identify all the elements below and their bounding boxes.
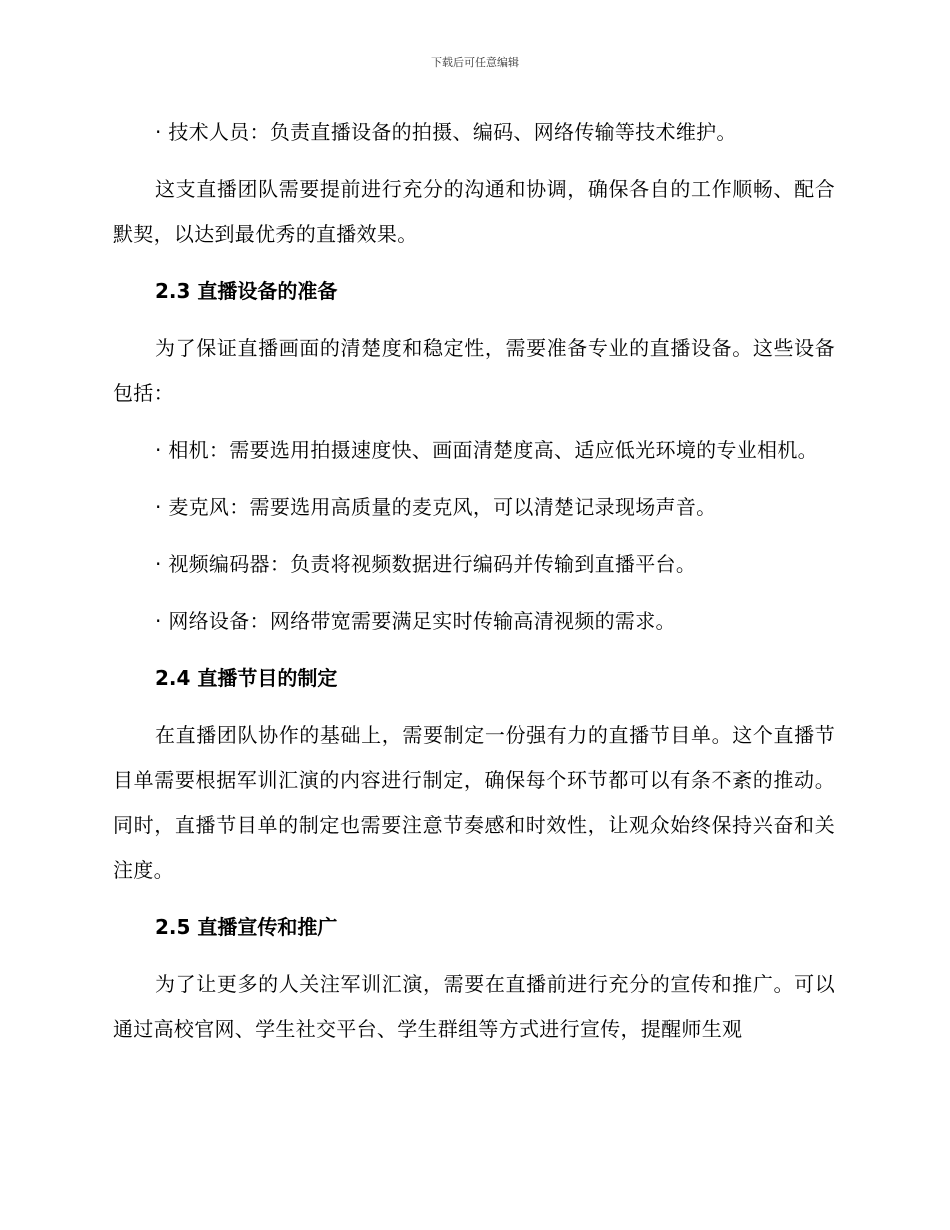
page-header: 下载后可任意编辑 bbox=[431, 56, 519, 69]
bullet-item-encoder: · 视频编码器：负责将视频数据进行编码并传输到直播平台。 bbox=[155, 552, 697, 576]
paragraph-equipment-intro: 为了保证直播画面的清楚度和稳定性，需要准备专业的直播设备。这些设备包括： bbox=[113, 336, 835, 405]
paragraph-team-coordination: 这支直播团队需要提前进行充分的沟通和协调，确保各自的工作顺畅、配合默契，以达到最优秀的直播效果。 bbox=[113, 177, 835, 246]
paragraph-promotion: 为了让更多的人关注军训汇演，需要在直播前进行充分的宣传和推广。可以通过高校官网、学生社交平台、学生群组等方式进行宣传，提醒师生观 bbox=[113, 972, 835, 1041]
section-heading-2-5: 2.5 直播宣传和推广 bbox=[155, 915, 338, 939]
section-heading-2-4: 2.4 直播节目的制定 bbox=[155, 666, 338, 690]
paragraph-program-schedule: 在直播团队协作的基础上，需要制定一份强有力的直播节目单。这个直播节目单需要根据军训汇演的内容进行制定，确保每个环节都可以有条不紊的推动。同时，直播节目单的制定也需要注意节奏感和时效性，让观众始终保持兴奋和关注度。 bbox=[113, 723, 835, 882]
bullet-item-camera: · 相机：需要选用拍摄速度快、画面清楚度高、适应低光环境的专业相机。 bbox=[155, 438, 818, 462]
bullet-item-microphone: · 麦克风：需要选用高质量的麦克风，可以清楚记录现场声音。 bbox=[155, 495, 717, 519]
bullet-item-network: · 网络设备：网络带宽需要满足实时传输高清视频的需求。 bbox=[155, 609, 676, 633]
bullet-item-technician: · 技术人员：负责直播设备的拍摄、编码、网络传输等技术维护。 bbox=[155, 120, 737, 144]
document-body bbox=[113, 110, 835, 1064]
section-heading-2-3: 2.3 直播设备的准备 bbox=[155, 279, 338, 303]
